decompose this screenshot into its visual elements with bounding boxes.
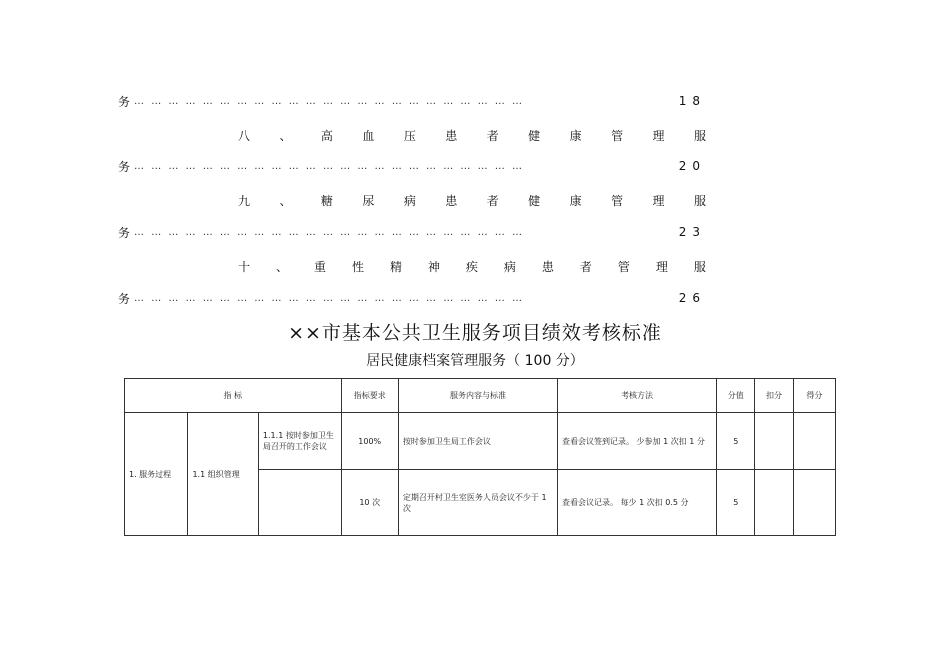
toc-title-char: 者 [579,260,592,274]
toc-title-char: 、 [279,194,292,208]
toc-title-char: 服 [693,194,706,208]
toc-entry-lead: 务 [118,291,131,306]
deduct-cell [755,470,793,536]
score-cell: 5 [717,413,755,470]
toc-entry-title [238,192,706,208]
toc-title-char: 者 [486,194,499,208]
toc-title-char: 、 [275,260,288,274]
level3-cell: 1.1.1 按时参加卫生局召开的工作会议 [258,413,341,470]
toc-title-char: 尿 [362,194,375,208]
toc-title-char: 理 [652,194,665,208]
toc-entry [118,158,706,174]
score-cell: 5 [717,470,755,536]
toc-entry-lead: 务 [118,159,131,174]
table-row [125,413,836,470]
toc-title-char: 理 [655,260,668,274]
level3-cell [258,470,341,536]
toc-title-char: 患 [445,129,458,143]
content-cell: 定期召开村卫生室医务人员会议不少于 1 次 [398,470,557,536]
requirement-cell: 10 次 [341,470,398,536]
toc-title-char: 患 [445,194,458,208]
toc-title-char: 重 [313,260,326,274]
requirement-cell: 100% [341,413,398,470]
toc-page-number: 20 [678,159,706,173]
toc-page-number: 18 [678,94,706,108]
deduct-cell [755,413,793,470]
toc-title-char: 八 [238,129,251,143]
toc-entry-lead: 务 [118,94,131,109]
content-cell: 按时参加卫生局工作会议 [398,413,557,470]
toc-page-number: 23 [678,225,706,239]
toc-title-char: 疾 [465,260,478,274]
toc-entry [118,290,706,306]
toc-leader-dots: … … … … … … … … … … … … … … … … … … … … … … … [134,292,524,304]
header-content: 服务内容与标准 [398,379,557,413]
earned-cell [793,470,835,536]
toc-entry [118,93,706,109]
toc-title-char: 者 [486,129,499,143]
toc-title-char: 、 [279,129,292,143]
toc-title-char: 九 [238,194,251,208]
header-indicator: 指 标 [125,379,342,413]
toc-leader-dots: … … … … … … … … … … … … … … … … … … … … … … … [134,160,524,172]
toc-title-char: 糖 [320,194,333,208]
toc-title-char: 健 [528,129,541,143]
toc-title-char: 性 [351,260,364,274]
assessment-table [124,378,836,536]
level1-cell: 1. 服务过程 [125,413,188,536]
section-subtitle: 居民健康档案管理服务（ 100 分） [366,353,584,369]
header-score: 分值 [717,379,755,413]
toc-title-char: 管 [611,129,624,143]
toc-title-char: 管 [617,260,630,274]
toc-title-char: 康 [569,194,582,208]
toc-title-char: 高 [320,129,333,143]
toc-title-char: 管 [611,194,624,208]
toc-title-char: 神 [427,260,440,274]
toc-title-char: 压 [403,129,416,143]
toc-title-char: 健 [528,194,541,208]
toc-title-char: 十 [238,260,251,274]
toc-leader-dots: … … … … … … … … … … … … … … … … … … … … … … … [134,226,524,238]
header-earned: 得分 [793,379,835,413]
level2-cell: 1.1 组织管理 [188,413,258,536]
header-requirement: 指标要求 [341,379,398,413]
header-deduct: 扣分 [755,379,793,413]
toc-title-char: 患 [541,260,554,274]
method-cell: 查看会议签到记录。 少参加 1 次扣 1 分 [558,413,717,470]
toc-title-char: 服 [693,260,706,274]
toc-title-char: 理 [652,129,665,143]
toc-entry-title [238,258,706,274]
toc-page-number: 26 [678,291,706,305]
toc-title-char: 病 [503,260,516,274]
toc-title-char: 精 [389,260,402,274]
toc-title-char: 服 [693,129,706,143]
table-header-row [125,379,836,413]
toc-entry-lead: 务 [118,225,131,240]
toc-entry-title [238,127,706,143]
toc-title-char: 病 [403,194,416,208]
method-cell: 查看会议记录。 每少 1 次扣 0.5 分 [558,470,717,536]
toc-title-char: 血 [362,129,375,143]
toc-entry [118,224,706,240]
header-method: 考核方法 [558,379,717,413]
toc-title-char: 康 [569,129,582,143]
toc-leader-dots: … … … … … … … … … … … … … … … … … … … … … … … [134,95,524,107]
document-title: ××市基本公共卫生服务项目绩效考核标准 [288,322,662,344]
earned-cell [793,413,835,470]
